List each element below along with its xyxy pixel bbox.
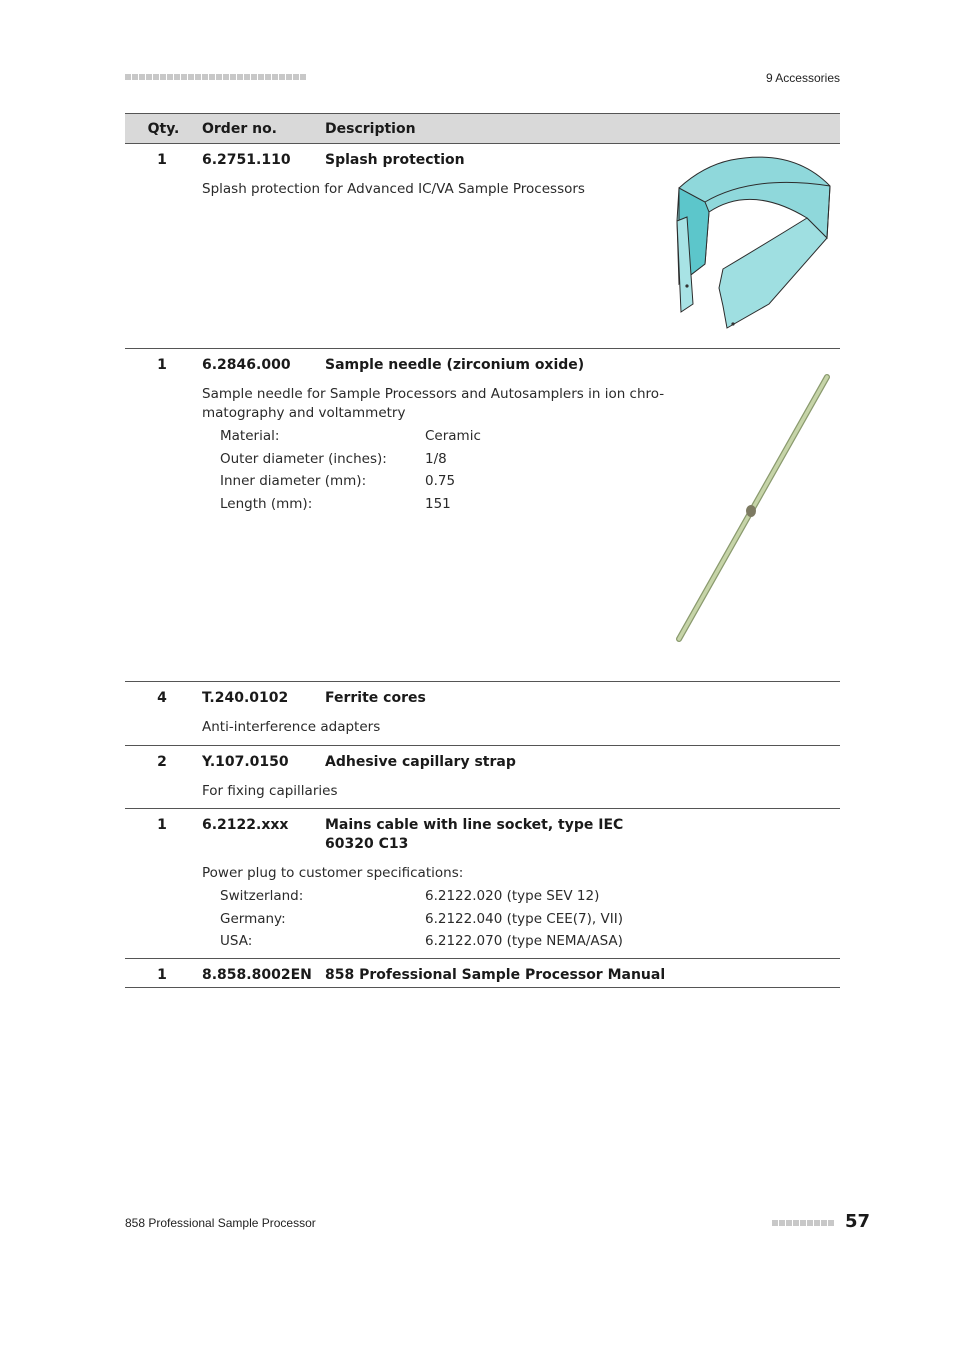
page-number: 57	[845, 1211, 871, 1232]
accessories-table	[125, 113, 840, 988]
property-key: Inner diameter (mm):	[220, 473, 367, 489]
qty: 1	[157, 967, 167, 983]
qty: 1	[157, 152, 167, 168]
item-title: Adhesive capillary strap	[325, 754, 516, 770]
item-title: Ferrite cores	[325, 690, 426, 706]
property-key: Outer diameter (inches):	[220, 450, 387, 467]
property-row	[220, 930, 840, 953]
item-description: Power plug to customer specifications:	[202, 865, 464, 881]
col-order: Order no.	[202, 120, 278, 137]
item-title: Sample needle (zirconium oxide)	[325, 357, 585, 373]
header-marker	[125, 74, 306, 80]
item-title: 858 Professional Sample Processor Manual	[325, 967, 666, 983]
item-description-line: Sample needle for Sample Processors and Autosamplers in ion chro-	[202, 386, 665, 402]
table-row	[125, 809, 840, 959]
order-no: 6.2846.000	[202, 357, 291, 373]
col-qty: Qty.	[147, 120, 180, 137]
property-key: Germany:	[220, 910, 286, 927]
table-row	[125, 349, 840, 682]
property-row	[220, 908, 840, 931]
item-description-line: matography and voltammetry	[202, 405, 406, 421]
property-value: 151	[425, 495, 451, 512]
property-value: 0.75	[425, 473, 456, 489]
order-no: 6.2751.110	[202, 152, 291, 168]
qty: 4	[157, 690, 167, 706]
property-key: Material:	[220, 428, 280, 444]
col-description: Description	[325, 120, 416, 137]
table-row	[125, 682, 840, 746]
splash-protection-image	[673, 154, 833, 334]
item-title-line: Mains cable with line socket, type IEC	[325, 817, 624, 833]
order-no: T.240.0102	[202, 690, 289, 706]
property-value: Ceramic	[425, 428, 481, 444]
footer-marker	[772, 1220, 834, 1226]
qty: 1	[157, 357, 167, 373]
property-value: 6.2122.040 (type CEE(7), VII)	[425, 910, 623, 927]
property-key: Length (mm):	[220, 495, 313, 512]
property-row	[220, 885, 840, 908]
footer-title: 858 Professional Sample Processor	[125, 1216, 316, 1230]
property-key: USA:	[220, 933, 253, 949]
qty: 1	[157, 817, 167, 833]
property-key: Switzerland:	[220, 888, 304, 904]
table-row	[125, 144, 840, 349]
property-value: 1/8	[425, 450, 447, 467]
item-description: Anti-interference adapters	[202, 719, 381, 735]
item-title: Splash protection	[325, 152, 465, 168]
qty: 2	[157, 754, 167, 770]
sample-needle-image	[665, 369, 845, 649]
item-title-line: 60320 C13	[325, 836, 409, 852]
order-no: Y.107.0150	[202, 754, 289, 770]
table-header	[125, 113, 840, 144]
order-no: 6.2122.xxx	[202, 817, 289, 833]
order-no: 8.858.8002EN	[202, 967, 312, 983]
property-value: 6.2122.020 (type SEV 12)	[425, 888, 600, 904]
table-row	[125, 959, 840, 988]
table-row	[125, 746, 840, 809]
item-description: For fixing capillaries	[202, 783, 338, 799]
property-value: 6.2122.070 (type NEMA/ASA)	[425, 933, 623, 949]
section-title: 9 Accessories	[765, 71, 840, 85]
item-description: Splash protection for Advanced IC/VA Sample Processors	[202, 181, 585, 197]
